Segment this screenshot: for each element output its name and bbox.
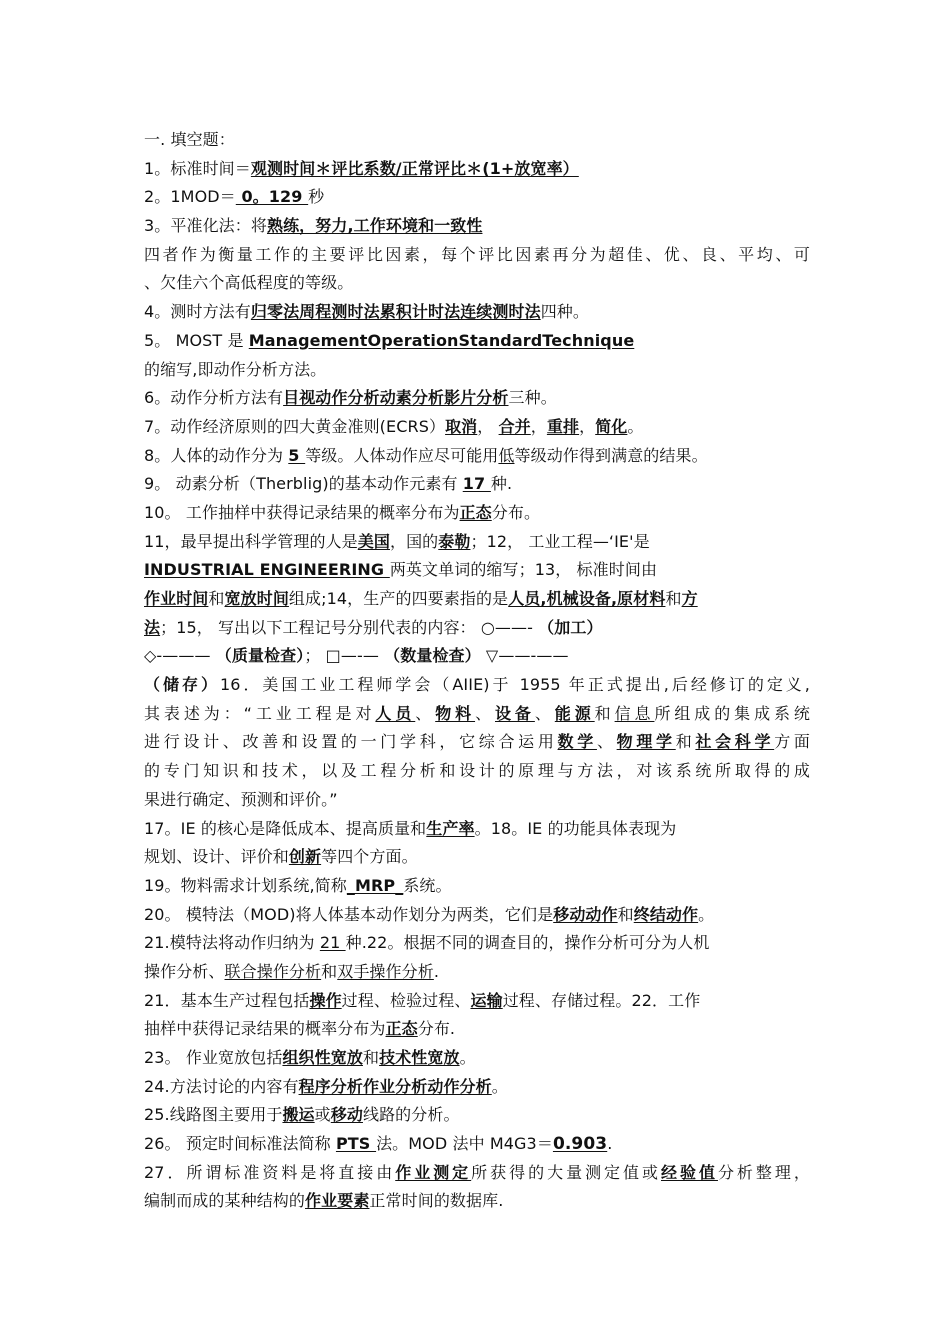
- text-line: [144, 1187, 810, 1216]
- answer-text: 生产率: [426, 818, 475, 838]
- text-line: [144, 442, 810, 471]
- text-line: [144, 1101, 810, 1130]
- answer-text: 移动动作: [553, 904, 618, 924]
- answer-text: 双手操作分析: [337, 961, 434, 981]
- question-text: 。: [459, 1048, 476, 1067]
- question-text: 21．基本生产过程包括: [144, 990, 310, 1010]
- question-text: 秒: [308, 187, 325, 207]
- answer-text: 归零法周程测时法累积计时法连续测时法: [250, 302, 541, 322]
- question-text: ；15， 写出以下工程记号分别代表的内容： ○——-: [160, 617, 539, 637]
- answer-text: 信息: [614, 703, 655, 723]
- answer-text: 联合操作分析: [224, 961, 322, 981]
- question-text: 等级。人体动作应尽可能用: [305, 445, 499, 465]
- answer-text: 美国: [357, 531, 390, 551]
- text-line: [144, 327, 810, 356]
- question-text: 三种。: [508, 388, 557, 408]
- question-text: 分布.: [417, 1019, 456, 1039]
- text-line: [144, 958, 810, 987]
- question-text: 果进行确定、预测和评价。”: [144, 789, 338, 809]
- question-text: .: [607, 1134, 613, 1154]
- question-text: 、欠佳六个高低程度的等级。: [144, 273, 354, 293]
- text-line: [144, 700, 810, 729]
- question-text: 和: [665, 589, 682, 608]
- question-text: 进行设计、改善和设置的一门学科，它综合运用: [144, 732, 558, 752]
- question-text: 操作分析、: [144, 961, 225, 981]
- text-line: [144, 786, 810, 815]
- answer-text: 作业测定: [395, 1162, 472, 1182]
- question-text: 24.方法讨论的内容有: [144, 1076, 299, 1096]
- question-text: 23。 作业宽放包括: [144, 1048, 283, 1067]
- question-text: 11，最早提出科学管理的人是: [144, 531, 358, 551]
- text-line: [144, 298, 810, 327]
- text-line: [144, 183, 810, 212]
- question-text: 、: [596, 732, 617, 752]
- question-text: 系统。: [403, 875, 452, 895]
- question-text: ，国的: [389, 531, 439, 551]
- text-line: [144, 499, 810, 528]
- text-line: [144, 614, 810, 643]
- question-text: 一. 填空题：: [144, 130, 235, 149]
- answer-text: 经验值: [661, 1162, 718, 1182]
- question-text: 。: [491, 1076, 508, 1096]
- answer-text: （加工）: [538, 617, 603, 637]
- answer-text: 泰勒: [438, 531, 471, 551]
- answer-text: 终结动作: [633, 904, 699, 924]
- question-text: 19。物料需求计划系统,简称: [144, 875, 347, 895]
- answer-text: ManagementOperationStandardTechnique: [248, 330, 635, 350]
- answer-text: 正态: [459, 502, 492, 522]
- question-text: 过程、存储过程。22．工作: [502, 990, 701, 1010]
- question-text: 抽样中获得记录结果的概率分布为: [144, 1019, 386, 1039]
- question-text: 分布。: [491, 502, 541, 522]
- question-text: 20。 模特法（MOD)将人体基本动作划分为两类，它们是: [144, 904, 554, 924]
- document-body: [144, 126, 810, 1216]
- answer-text: 法: [144, 617, 161, 637]
- text-line: [144, 155, 810, 184]
- question-text: 17。IE 的核心是降低成本、提高质量和: [144, 818, 427, 838]
- text-line: [144, 384, 810, 413]
- answer-text: 取消: [445, 416, 478, 436]
- question-text: 过程、检验过程、: [341, 990, 471, 1010]
- question-text: 10。 工作抽样中获得记录结果的概率分布为: [144, 502, 460, 522]
- question-text: 7。动作经济原则的四大黄金准则(ECRS）: [144, 416, 446, 436]
- question-text: 。: [698, 904, 715, 924]
- question-text: 所组成的集成系统: [654, 703, 810, 723]
- question-text: 种.22。根据不同的调查目的，操作分析可分为人机: [345, 933, 710, 953]
- text-line: [144, 241, 810, 270]
- question-text: ◇-———: [144, 646, 216, 666]
- answer-text: （数量检查）: [384, 646, 481, 666]
- answer-text: （储存）: [144, 675, 220, 695]
- answer-text: 正态: [385, 1019, 418, 1039]
- answer-text: 21: [319, 933, 346, 953]
- text-line: [144, 470, 810, 499]
- question-text: 。18。IE 的功能具体表现为: [474, 818, 677, 838]
- text-line: [144, 528, 810, 557]
- question-text: ，: [579, 416, 596, 436]
- answer-text: 低: [498, 445, 515, 465]
- text-line: [144, 556, 810, 585]
- question-text: 1。标准时间＝: [144, 158, 251, 178]
- answer-text: 合并: [498, 416, 531, 436]
- question-text: 4。测时方法有: [144, 302, 251, 322]
- question-text: 和: [321, 961, 338, 981]
- question-text: 16．美国工业工程师学会（AIIE)于 1955 年正式提出,后经修订的定义,: [219, 675, 810, 695]
- answer-text: 能源: [554, 703, 595, 723]
- text-line: [144, 757, 810, 786]
- question-text: 等级动作得到满意的结果。: [514, 445, 708, 465]
- question-text: 正常时间的数据库.: [369, 1191, 504, 1211]
- answer-text: PTS: [335, 1134, 377, 1154]
- question-text: 编制而成的某种结构的: [144, 1191, 306, 1211]
- question-text: 。: [627, 416, 644, 436]
- answer-text: 0.903: [552, 1134, 608, 1155]
- question-text: ▽——-——: [480, 646, 569, 666]
- answer-text: 0。129: [235, 187, 309, 207]
- question-text: 3。平准化法：将: [144, 216, 267, 236]
- question-text: 和: [617, 904, 634, 924]
- question-text: ，: [530, 416, 547, 436]
- answer-text: 移动: [330, 1105, 363, 1125]
- answer-text: 简化: [595, 416, 628, 436]
- question-text: 等四个方面。: [321, 847, 418, 867]
- question-text: 21.模特法将动作归纳为: [144, 933, 320, 953]
- answer-text: 搬运: [282, 1105, 315, 1125]
- answer-text: （质量检查）: [215, 646, 305, 666]
- answer-text: 运输: [470, 990, 503, 1010]
- text-line: [144, 212, 810, 241]
- question-text: 方面: [774, 732, 810, 752]
- question-text: 2。1MOD＝: [144, 187, 236, 207]
- answer-text: 操作: [309, 990, 342, 1010]
- question-text: 组成;14，生产的四要素指的是: [288, 589, 509, 608]
- text-line: [144, 987, 810, 1016]
- answer-text: 人员,机械设备,原材料: [508, 589, 666, 608]
- question-text: 、: [475, 703, 495, 723]
- question-text: 5。 MOST 是: [144, 330, 249, 350]
- answer-text: _MRP_: [346, 875, 404, 895]
- text-line: [144, 1130, 810, 1159]
- answer-text: 物理学: [616, 732, 676, 752]
- question-text: 规划、设计、评价和: [144, 847, 289, 867]
- question-text: 9。 动素分析（Therblig)的基本动作元素有: [144, 474, 463, 494]
- question-text: 和: [675, 732, 696, 752]
- question-text: ；12， 工业工程—‘IE'是: [470, 531, 650, 551]
- answer-text: 方: [681, 589, 698, 608]
- answer-text: INDUSTRIAL ENGINEERING: [144, 560, 390, 580]
- text-line: [144, 671, 810, 700]
- question-text: 和: [208, 589, 225, 608]
- answer-text: 组织性宽放: [282, 1048, 363, 1067]
- answer-text: 创新: [288, 847, 322, 867]
- question-text: 27．所谓标准资料是将直接由: [144, 1162, 396, 1182]
- answer-text: 观测时间＊评比系数/正常评比＊(1+放宽率）: [250, 158, 579, 178]
- answer-text: 作业时间: [144, 589, 209, 608]
- answer-text: 物料: [435, 703, 476, 723]
- answer-text: 社会科学: [695, 732, 775, 752]
- text-line: [144, 1159, 810, 1188]
- question-text: 两英文单词的缩写；13， 标准时间由: [389, 560, 658, 580]
- answer-text: 技术性宽放: [379, 1048, 460, 1067]
- answer-text: 目视动作分析动素分析影片分析: [283, 388, 509, 408]
- question-text: 分析整理，: [717, 1162, 810, 1182]
- text-line: [144, 126, 810, 155]
- question-text: ； □—-—: [304, 646, 385, 666]
- text-line: [144, 872, 810, 901]
- question-text: 26。 预定时间标准法简称: [144, 1134, 336, 1154]
- text-line: [144, 929, 810, 958]
- question-text: 8。人体的动作分为: [144, 445, 289, 465]
- answer-text: 熟练，努力,工作环境和一致性: [266, 216, 483, 236]
- question-text: 、: [415, 703, 436, 723]
- answer-text: 设备: [495, 703, 535, 723]
- question-text: .: [433, 961, 440, 981]
- question-text: 或: [314, 1105, 331, 1125]
- question-text: ，: [477, 416, 499, 436]
- question-text: 线路的分析。: [362, 1105, 460, 1125]
- answer-text: 5: [288, 445, 306, 465]
- text-line: [144, 269, 810, 298]
- text-line: [144, 356, 810, 385]
- question-text: 和: [594, 703, 615, 723]
- text-line: [144, 815, 810, 844]
- question-text: 、: [534, 703, 555, 723]
- text-line: [144, 413, 810, 442]
- question-text: 和: [362, 1048, 380, 1067]
- question-text: 25.线路图主要用于: [144, 1105, 283, 1125]
- question-text: 四者作为衡量工作的主要评比因素，每个评比因素再分为超佳、优、良、平均、可: [144, 244, 810, 264]
- answer-text: 人员: [375, 703, 416, 723]
- answer-text: 重排: [546, 416, 580, 436]
- text-line: [144, 585, 810, 614]
- text-line: [144, 642, 810, 671]
- question-text: 四种。: [540, 302, 590, 322]
- text-line: [144, 728, 810, 757]
- text-line: [144, 901, 810, 930]
- question-text: 法。MOD 法中 M4G3＝: [376, 1134, 553, 1154]
- text-line: [144, 1015, 810, 1044]
- question-text: 6。动作分析方法有: [144, 388, 284, 408]
- question-text: 所获得的大量测定值或: [471, 1162, 661, 1182]
- question-text: 种.: [490, 474, 513, 494]
- answer-text: 数学: [557, 732, 597, 752]
- question-text: 其表述为：“工业工程是对: [144, 703, 376, 723]
- question-text: 的缩写,即动作分析方法。: [144, 359, 327, 379]
- answer-text: 作业要素: [305, 1191, 370, 1211]
- question-text: 的专门知识和技术，以及工程分析和设计的原理与方法，对该系统所取得的成: [144, 761, 810, 781]
- text-line: [144, 1044, 810, 1073]
- text-line: [144, 843, 810, 872]
- text-line: [144, 1073, 810, 1102]
- answer-text: 宽放时间: [224, 589, 289, 608]
- answer-text: 程序分析作业分析动作分析: [298, 1076, 492, 1096]
- answer-text: 17: [462, 474, 491, 494]
